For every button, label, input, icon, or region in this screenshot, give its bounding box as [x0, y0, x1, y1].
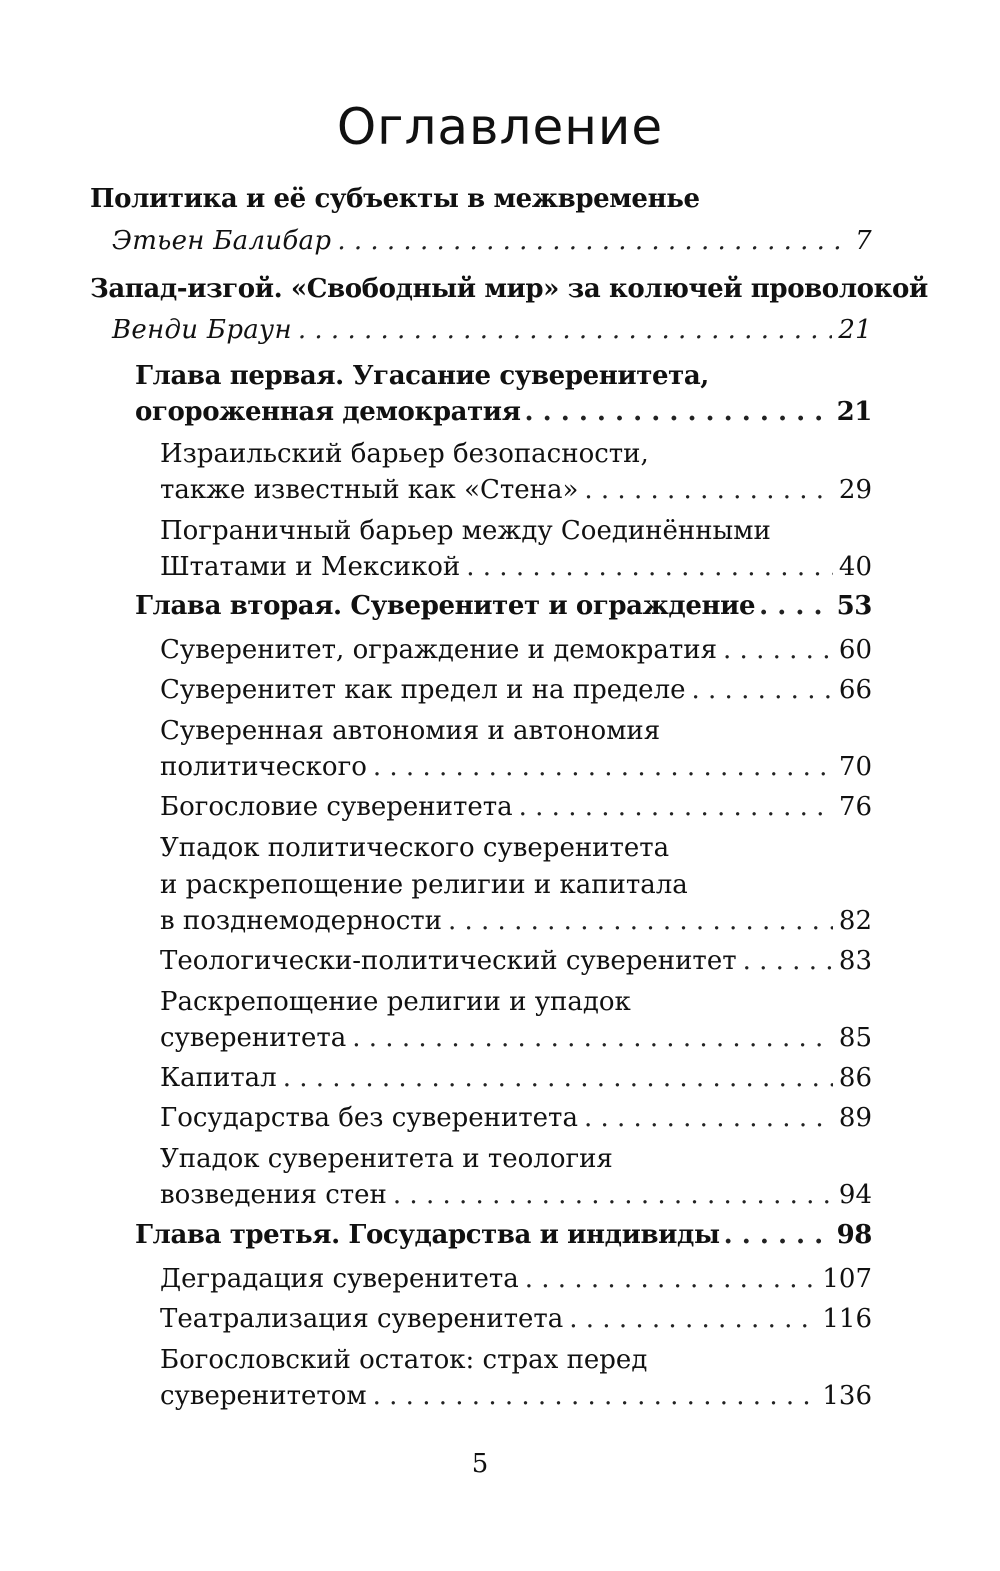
- section-line[interactable]: [160, 1301, 872, 1337]
- section-title: также известный как «Стена»: [160, 475, 579, 505]
- section-title: Израильский барьер безопасности,: [160, 439, 649, 469]
- toc-entry-title: Политика и её субъекты в межвременье: [90, 184, 700, 214]
- toc-page-number: 89: [838, 1103, 872, 1133]
- chapter-title: Глава третья. Государства и индивиды: [135, 1220, 720, 1250]
- toc-entry-line[interactable]: [112, 223, 872, 259]
- toc-page-number: 107: [822, 1264, 872, 1294]
- section-title: Государства без суверенитета: [160, 1103, 578, 1133]
- toc-entry-author: Венди Браун: [112, 315, 292, 345]
- toc-page-number: 85: [838, 1023, 872, 1053]
- dot-leader: [759, 588, 832, 624]
- dot-leader: [525, 394, 833, 430]
- toc-page-number: 53: [836, 591, 872, 621]
- section-title: Пограничный барьер между Соединёнными: [160, 516, 771, 546]
- chapter-line[interactable]: [135, 588, 872, 624]
- toc-page-number: 83: [838, 946, 872, 976]
- chapter-line[interactable]: [135, 1217, 872, 1253]
- toc-page-number: 21: [836, 397, 872, 427]
- dot-leader: [724, 1217, 833, 1253]
- page-title: Оглавление: [336, 98, 664, 156]
- toc-page-number: 60: [838, 635, 872, 665]
- chapter-title: Глава вторая. Суверенитет и ограждение: [135, 591, 756, 621]
- dot-leader: [519, 789, 833, 825]
- section-title: Богословие суверенитета: [160, 792, 513, 822]
- toc-entry-line[interactable]: [112, 312, 872, 348]
- section-title: Штатами и Мексикой: [160, 552, 461, 582]
- dot-leader: [691, 672, 832, 708]
- dot-leader: [466, 549, 833, 585]
- section-title: суверенитетом: [160, 1381, 367, 1411]
- section-line[interactable]: [160, 1020, 872, 1056]
- toc-page-number: 29: [838, 475, 872, 505]
- section-title: Раскрепощение религии и упадок: [160, 987, 631, 1017]
- dot-leader: [584, 1100, 833, 1136]
- dot-leader: [525, 1261, 817, 1297]
- toc-page-number: 40: [838, 552, 872, 582]
- toc-page-number: 82: [838, 906, 872, 936]
- section-title: суверенитета: [160, 1023, 347, 1053]
- dot-leader: [373, 1378, 817, 1414]
- toc-page-number: 94: [838, 1180, 872, 1210]
- dot-leader: [352, 1020, 833, 1056]
- chapter-title: огороженная демократия: [135, 397, 521, 427]
- section-title: и раскрепощение религии и капитала: [160, 870, 688, 900]
- toc-page-number: 76: [838, 792, 872, 822]
- section-line[interactable]: [160, 943, 872, 979]
- section-line[interactable]: [160, 903, 872, 939]
- toc-entry-title: Запад-изгой. «Свободный мир» за колючей проволокой: [90, 274, 928, 304]
- toc-page-number: 136: [822, 1381, 872, 1411]
- section-title: Театрализация суверенитета: [160, 1304, 564, 1334]
- section-title: Упадок суверенитета и теология: [160, 1144, 613, 1174]
- dot-leader: [584, 472, 833, 508]
- section-title: в позднемодерности: [160, 906, 442, 936]
- section-title: Богословский остаток: страх перед: [160, 1345, 648, 1375]
- section-title: Упадок политического суверенитета: [160, 833, 670, 863]
- section-line[interactable]: [160, 632, 872, 668]
- chapter-line[interactable]: [135, 394, 872, 430]
- section-line[interactable]: [160, 549, 872, 585]
- toc-page-number: 21: [838, 315, 872, 345]
- toc-entry-author: Этьен Балибар: [112, 226, 332, 256]
- section-line[interactable]: [160, 789, 872, 825]
- section-line[interactable]: [160, 672, 872, 708]
- toc-page-number: 116: [822, 1304, 872, 1334]
- section-line[interactable]: [160, 1100, 872, 1136]
- dot-leader: [569, 1301, 816, 1337]
- section-title: Деградация суверенитета: [160, 1264, 519, 1294]
- toc-page-number: 7: [855, 226, 872, 256]
- section-title: политического: [160, 752, 367, 782]
- page-number: 5: [471, 1449, 489, 1479]
- section-title: Суверенитет как предел и на пределе: [160, 675, 686, 705]
- dot-leader: [393, 1177, 833, 1213]
- section-title: Суверенитет, ограждение и демократия: [160, 635, 718, 665]
- dot-leader: [298, 312, 832, 348]
- section-line[interactable]: [160, 1060, 872, 1096]
- dot-leader: [373, 749, 833, 785]
- section-title: Капитал: [160, 1063, 277, 1093]
- dot-leader: [743, 943, 833, 979]
- dot-leader: [448, 903, 833, 939]
- section-line[interactable]: [160, 749, 872, 785]
- dot-leader: [283, 1060, 833, 1096]
- toc-page-number: 98: [836, 1220, 872, 1250]
- section-line[interactable]: [160, 472, 872, 508]
- toc-page-number: 66: [838, 675, 872, 705]
- section-title: Суверенная автономия и автономия: [160, 716, 661, 746]
- toc-page-number: 70: [838, 752, 872, 782]
- section-title: возведения стен: [160, 1180, 387, 1210]
- section-line[interactable]: [160, 1378, 872, 1414]
- section-title: Теологически-политический суверенитет: [160, 946, 737, 976]
- toc-page-number: 86: [838, 1063, 872, 1093]
- chapter-title: Глава первая. Угасание суверенитета,: [135, 361, 709, 391]
- dot-leader: [337, 223, 849, 259]
- dot-leader: [723, 632, 833, 668]
- section-line[interactable]: [160, 1177, 872, 1213]
- section-line[interactable]: [160, 1261, 872, 1297]
